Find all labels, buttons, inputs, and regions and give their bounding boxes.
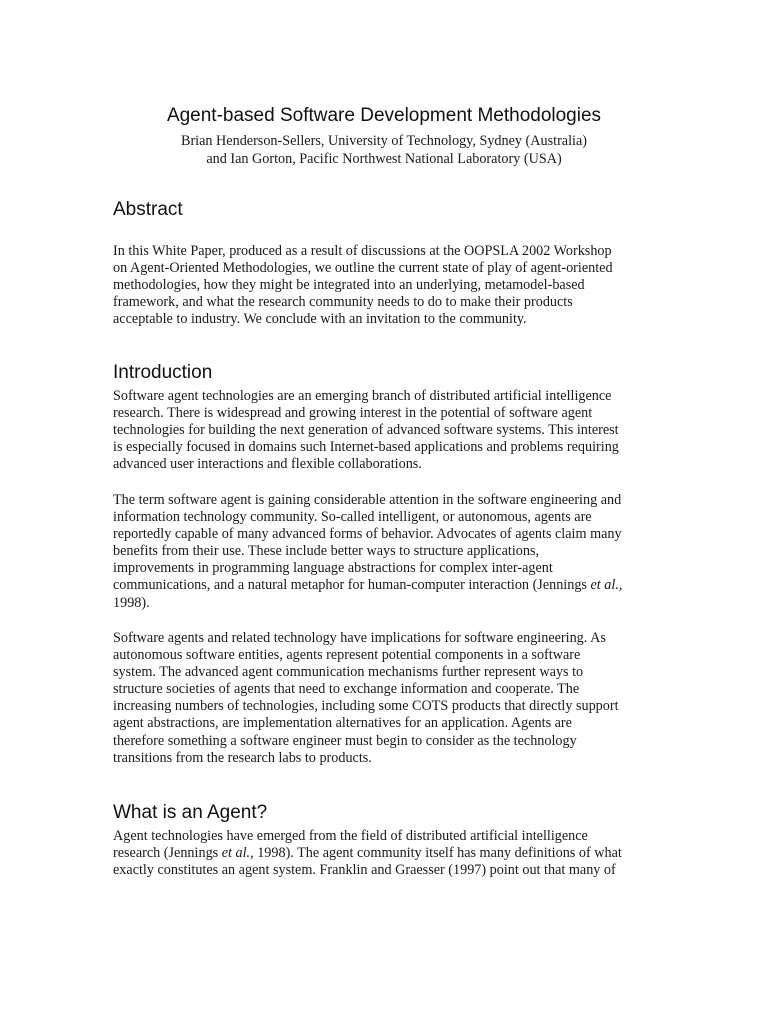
text-run: , [618, 577, 623, 594]
text-line: Agent technologies have emerged from the field of distributed artificial intelligence [113, 828, 588, 844]
what-is-agent-heading: What is an Agent? [113, 802, 268, 823]
text-run: , 1998). The agent community itself has many definitions of what [250, 845, 622, 862]
text-line [113, 845, 658, 862]
text-run: research (Jennings [113, 845, 222, 862]
author-block [0, 132, 768, 168]
text-line: acceptable to industry. We conclude with an invitation to the community. [113, 311, 527, 328]
text-line: information technology community. So-called intelligent, or autonomous, agents are [113, 509, 592, 526]
text-line: Software agents and related technology have implications for software engineering. As [113, 630, 606, 646]
text-line: transitions from the research labs to products. [113, 749, 372, 766]
text-line: The term software agent is gaining considerable attention in the software engineering and [113, 492, 622, 508]
text-line: exactly constitutes an agent system. Franklin and Graesser (1997) point out that many of [113, 862, 616, 879]
text-line: improvements in programming language abstractions for complex inter-agent [113, 560, 553, 577]
text-line: increasing numbers of technologies, including some COTS products that directly support [113, 698, 619, 715]
text-line: benefits from their use. These include better ways to structure applications, [113, 543, 540, 560]
text-line: is especially focused in domains such Internet-based applications and problems requiring [113, 439, 619, 456]
text-line [113, 577, 658, 594]
abstract-heading: Abstract [113, 199, 183, 220]
introduction-paragraph-3 [113, 630, 658, 767]
text-line: framework, and what the research community needs to do to make their products [113, 294, 573, 311]
text-line: agent abstractions, are implementation alternatives for an application. Agents are [113, 715, 572, 732]
paper-title: Agent-based Software Development Methodologies [166, 105, 602, 126]
author-line-2: and Ian Gorton, Pacific Northwest National Laboratory (USA) [206, 151, 562, 167]
text-line: 1998). [113, 594, 150, 611]
text-line: methodologies, how they might be integrated into an underlying, metamodel-based [113, 277, 585, 294]
text-line: advanced user interactions and flexible collaborations. [113, 456, 422, 473]
text-line: technologies for building the next generation of advanced software systems. This interest [113, 422, 619, 439]
text-line: system. The advanced agent communication mechanisms further represent ways to [113, 664, 584, 681]
text-line: reportedly capable of many advanced forms of behavior. Advocates of agents claim many [113, 526, 622, 543]
text-line: research. There is widespread and growing interest in the potential of software agent [113, 405, 593, 422]
introduction-paragraph-1 [113, 388, 658, 473]
citation-italic: et al. [221, 845, 251, 862]
citation-italic: et al. [590, 577, 619, 594]
what-is-agent-paragraph [113, 828, 658, 879]
text-line: autonomous software entities, agents represent potential components in a software [113, 647, 581, 664]
author-line-1: Brian Henderson-Sellers, University of Technology, Sydney (Australia) [180, 133, 588, 149]
text-line: structure societies of agents that need to exchange information and cooperate. The [113, 681, 580, 698]
introduction-heading: Introduction [113, 362, 213, 383]
introduction-paragraph-2 [113, 492, 658, 612]
text-line: therefore something a software engineer must begin to consider as the technology [113, 732, 577, 749]
text-run: communications, and a natural metaphor for human-computer interaction (Jennings [113, 577, 591, 594]
text-line: Software agent technologies are an emerging branch of distributed artificial intelligence [113, 388, 612, 404]
text-line: In this White Paper, produced as a result of discussions at the OOPSLA 2002 Workshop [113, 243, 612, 259]
abstract-paragraph [113, 243, 658, 328]
text-line: on Agent-Oriented Methodologies, we outline the current state of play of agent-oriented [113, 260, 613, 277]
